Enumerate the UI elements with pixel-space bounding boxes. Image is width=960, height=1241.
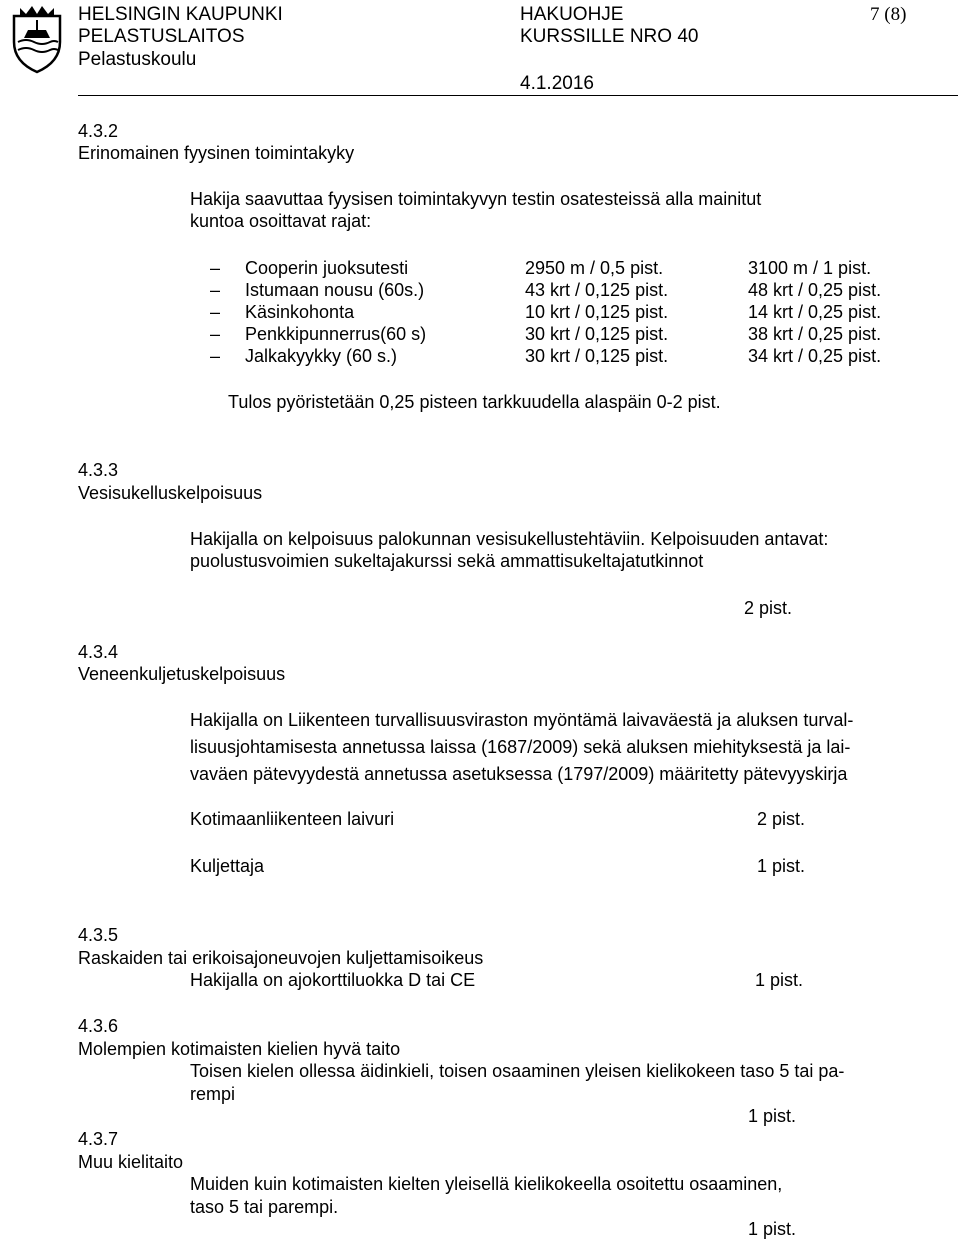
header-org-line3: Pelastuskoulu — [78, 49, 197, 70]
section-text: kuntoa osoittavat rajat: — [190, 211, 372, 231]
header-doc-line2: KURSSILLE NRO 40 — [520, 26, 699, 47]
section-points: 1 pist. — [748, 1106, 797, 1126]
test-limit-low: 30 krt / 0,125 pist. — [525, 324, 669, 344]
test-limit-high: 38 krt / 0,25 pist. — [748, 324, 882, 344]
list-dash: – — [210, 280, 221, 300]
test-name: Jalkakyykky (60 s.) — [245, 346, 398, 366]
test-name: Käsinkohonta — [245, 302, 355, 322]
header-doc-line1: HAKUOHJE — [520, 4, 624, 25]
list-dash: – — [210, 258, 221, 278]
header-divider — [78, 95, 958, 96]
section-points: 1 pist. — [755, 970, 804, 990]
section-points: 1 pist. — [748, 1219, 797, 1239]
section-text: Muiden kuin kotimaisten kielten yleisellä kielikokeella osoitettu osaaminen, — [190, 1174, 783, 1194]
section-text: Hakija saavuttaa fyysisen toimintakyvyn testin osatesteissä alla mainitut — [190, 189, 762, 209]
test-name: Penkkipunnerrus(60 s) — [245, 324, 427, 344]
section-text: taso 5 tai parempi. — [190, 1197, 339, 1217]
section-title: Veneenkuljetuskelpoisuus — [78, 664, 286, 684]
header-date: 4.1.2016 — [520, 73, 594, 94]
test-limit-low: 43 krt / 0,125 pist. — [525, 280, 669, 300]
section-number: 4.3.3 — [78, 460, 119, 480]
section-text: lisuusjohtamisesta annetussa laissa (1687/2009) sekä aluksen miehityksestä ja lai- — [190, 737, 851, 757]
section-number: 4.3.2 — [78, 121, 119, 141]
section-number: 4.3.5 — [78, 925, 119, 945]
helsinki-crest-logo — [6, 2, 68, 74]
section-number: 4.3.4 — [78, 642, 119, 662]
test-limit-high: 3100 m / 1 pist. — [748, 258, 872, 278]
test-limit-high: 48 krt / 0,25 pist. — [748, 280, 882, 300]
section-title: Muu kielitaito — [78, 1152, 184, 1172]
section-text: vaväen pätevyydestä annetussa asetuksessa (1797/2009) määritetty pätevyyskirja — [190, 764, 848, 784]
test-name: Istumaan nousu (60s.) — [245, 280, 425, 300]
test-limit-high: 14 krt / 0,25 pist. — [748, 302, 882, 322]
section-number: 4.3.7 — [78, 1129, 119, 1149]
list-dash: – — [210, 324, 221, 344]
section-text: Hakijalla on Liikenteen turvallisuusviraston myöntämä laivaväestä ja aluksen turval- — [190, 710, 854, 730]
license-points: 2 pist. — [757, 809, 806, 829]
license-label: Kotimaanliikenteen laivuri — [190, 809, 395, 829]
test-limit-low: 2950 m / 0,5 pist. — [525, 258, 664, 278]
section-title: Raskaiden tai erikoisajoneuvojen kuljettamisoikeus — [78, 948, 484, 968]
section-number: 4.3.6 — [78, 1016, 119, 1036]
license-label: Kuljettaja — [190, 856, 265, 876]
license-points: 1 pist. — [757, 856, 806, 876]
section-title: Vesisukelluskelpoisuus — [78, 483, 263, 503]
section-points: 2 pist. — [744, 598, 793, 618]
section-title: Erinomainen fyysinen toimintakyky — [78, 143, 355, 163]
test-limit-low: 10 krt / 0,125 pist. — [525, 302, 669, 322]
section-text: Hakijalla on ajokorttiluokka D tai CE — [190, 970, 476, 990]
section-text: puolustusvoimien sukeltajakurssi sekä ammattisukeltajatutkinnot — [190, 551, 704, 571]
header-org-line1: HELSINGIN KAUPUNKI — [78, 4, 283, 25]
list-dash: – — [210, 302, 221, 322]
header-org-line2: PELASTUSLAITOS — [78, 26, 245, 47]
section-text: Hakijalla on kelpoisuus palokunnan vesisukellustehtäviin. Kelpoisuuden antavat: — [190, 529, 829, 549]
test-limit-high: 34 krt / 0,25 pist. — [748, 346, 882, 366]
section-text: rempi — [190, 1084, 236, 1104]
section-text: Toisen kielen ollessa äidinkieli, toisen osaaminen yleisen kielikokeen taso 5 tai pa- — [190, 1061, 845, 1081]
test-name: Cooperin juoksutesti — [245, 258, 409, 278]
rounding-note: Tulos pyöristetään 0,25 pisteen tarkkuudella alaspäin 0-2 pist. — [228, 392, 721, 412]
header-page-number: 7 (8) — [870, 4, 907, 25]
list-dash: – — [210, 346, 221, 366]
test-limit-low: 30 krt / 0,125 pist. — [525, 346, 669, 366]
section-title: Molempien kotimaisten kielien hyvä taito — [78, 1039, 401, 1059]
